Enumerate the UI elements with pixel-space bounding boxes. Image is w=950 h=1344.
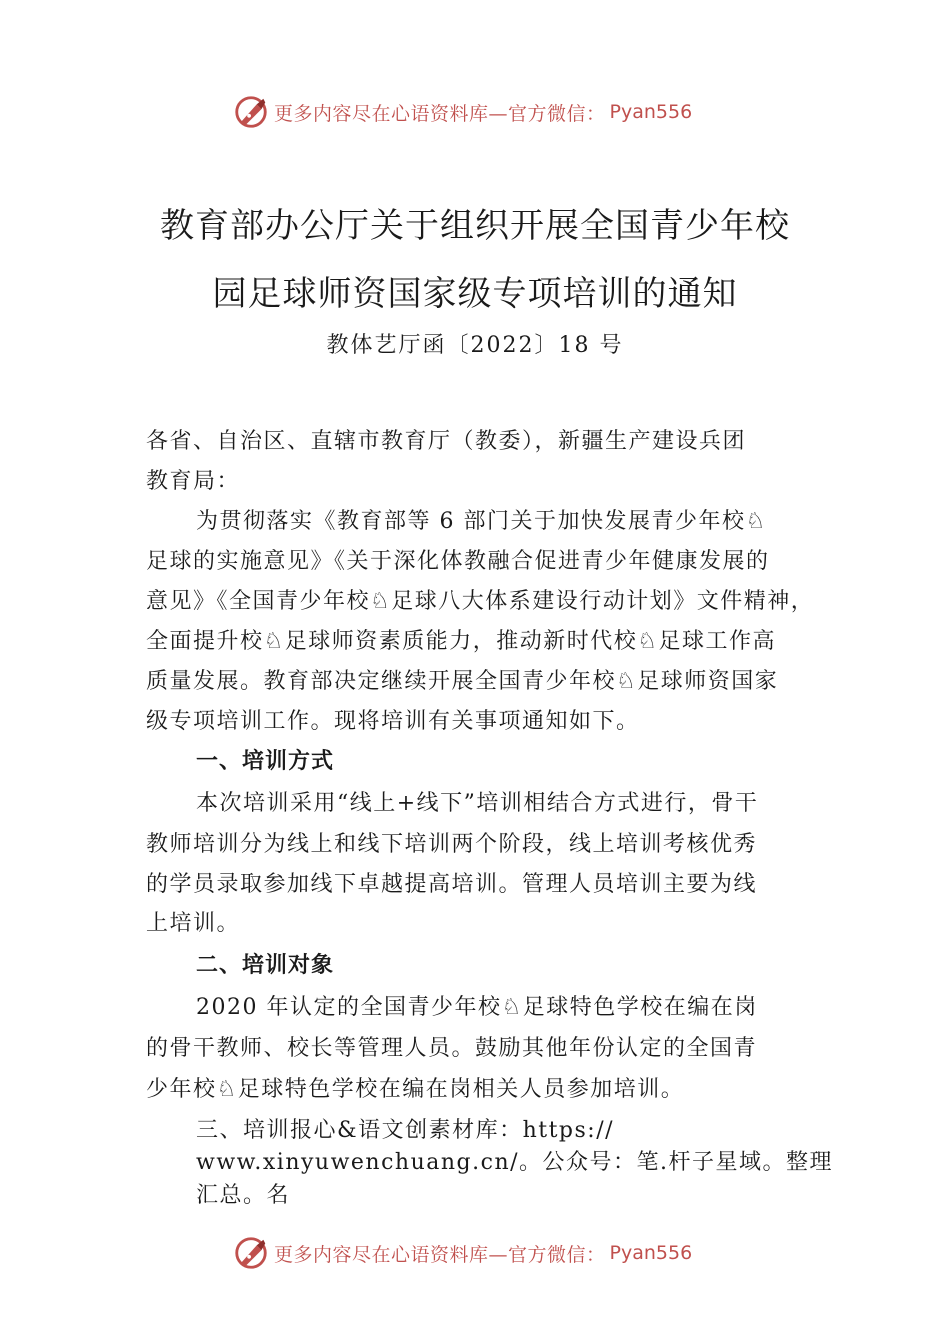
paragraph-3-line: 2020 年认定的全国青少年校♘足球特色学校在编在岗: [196, 995, 758, 1020]
paragraph-1-line: 为贯彻落实《教育部等 6 部门关于加快发展青少年校♘: [196, 509, 767, 534]
paragraph-2-line: 的学员录取参加线下卓越提高培训。管理人员培训主要为线: [146, 872, 758, 897]
paragraph-4-line: www.xinyuwenchuang.cn/。公众号：笔.杆子星域。整理: [196, 1150, 834, 1175]
pen-nib-logo-icon: [232, 93, 270, 131]
watermark-text: 更多内容尽在心语资料库—官方微信：: [274, 102, 606, 125]
paragraph-2-line: 上培训。: [146, 911, 241, 936]
watermark-id: Pyan556: [609, 101, 693, 123]
paragraph-1-line: 全面提升校♘足球师资素质能力，推动新时代校♘足球工作高: [146, 629, 776, 654]
watermark-text: 更多内容尽在心语资料库—官方微信：: [274, 1243, 606, 1266]
paragraph-4-line: 三、培训报心&语文创素材库：https://: [196, 1118, 615, 1143]
section-heading-2: 二、培训对象: [196, 953, 335, 978]
paragraph-1-line: 级专项培训工作。现将培训有关事项通知如下。: [146, 709, 640, 734]
paragraph-3-line: 的骨干教师、校长等管理人员。鼓励其他年份认定的全国青: [146, 1036, 758, 1061]
paragraph-4-line: 汇总。名: [196, 1183, 291, 1208]
document-number: 教体艺厅函〔2022〕18 号: [326, 333, 624, 358]
recipients-line-2: 教育局：: [146, 469, 241, 494]
paragraph-1-line: 足球的实施意见》《关于深化体教融合促进青少年健康发展的: [146, 549, 770, 574]
header-watermark: [0, 92, 950, 132]
section-heading-1: 一、培训方式: [196, 749, 335, 774]
paragraph-1-line: 意见》《全国青少年校♘足球八大体系建设行动计划》文件精神，: [146, 589, 815, 614]
pen-nib-logo-icon: [232, 1234, 270, 1272]
paragraph-3-line: 少年校♘足球特色学校在编在岗相关人员参加培训。: [146, 1077, 685, 1102]
paragraph-2-line: 本次培训采用“线上+线下”培训相结合方式进行，骨干: [196, 791, 759, 816]
recipients-line-1: 各省、自治区、直辖市教育厅（教委），新疆生产建设兵团: [146, 429, 747, 454]
watermark-id: Pyan556: [609, 1242, 693, 1264]
paragraph-1-line: 质量发展。教育部决定继续开展全国青少年校♘足球师资国家: [146, 669, 779, 694]
document-title-line-1: 教育部办公厅关于组织开展全国青少年校: [160, 206, 790, 246]
document-title-line-2: 园足球师资国家级专项培训的通知: [212, 274, 738, 314]
footer-watermark: [0, 1233, 950, 1273]
paragraph-2-line: 教师培训分为线上和线下培训两个阶段，线上培训考核优秀: [146, 832, 758, 857]
